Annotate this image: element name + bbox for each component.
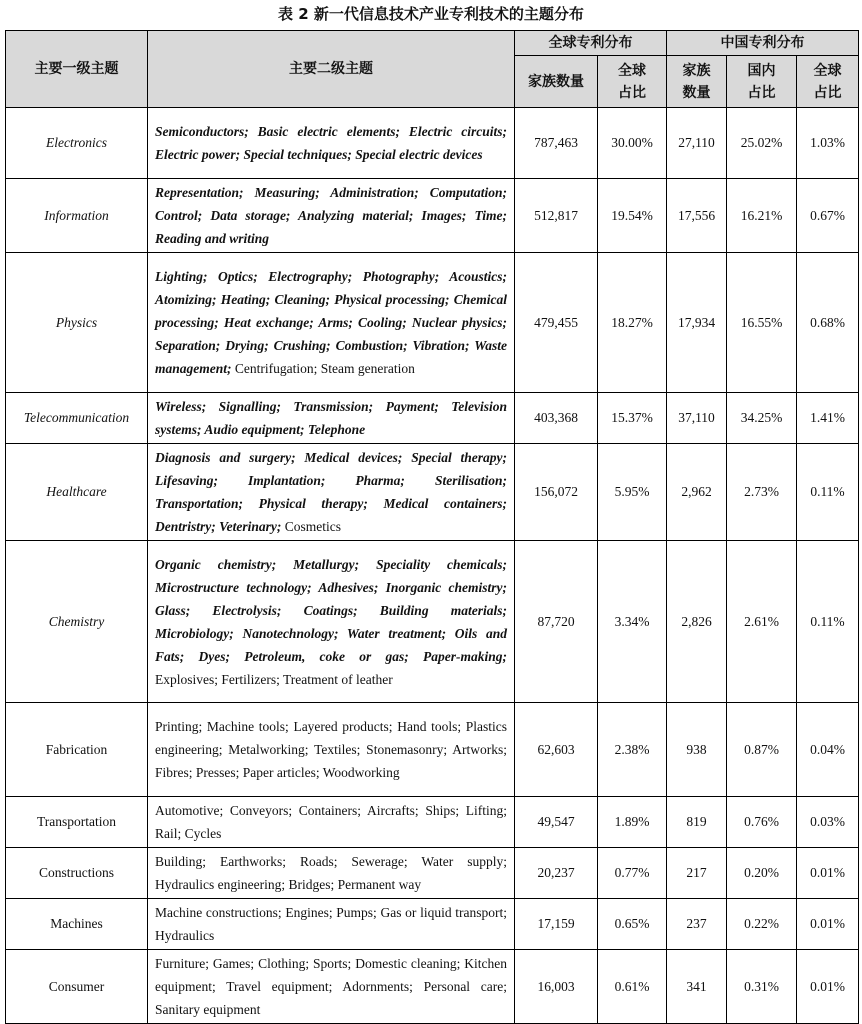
cn-global-share-cell: 0.04% [797,703,859,797]
level2-topics-plain: Machine constructions; Engines; Pumps; Gas or liquid transport; Hydraulics [155,905,507,943]
global-share-cell: 0.65% [598,899,667,950]
level2-topics-plain: Printing; Machine tools; Layered products; Hand tools; Plastics engineering; Metalworking; Textiles; Stonemasonry; Artworks; Fibres; Presses; Paper articles; Woodworking [155,719,507,780]
global-family-cell: 17,159 [515,899,598,950]
cn-global-share-cell: 0.67% [797,179,859,253]
level2-topics-emphasized: Wireless; Signalling; Transmission; Payment; Television systems; Audio equipment; Telephone [155,399,507,437]
table-row [6,541,859,703]
cn-family-cell: 37,110 [667,393,727,444]
cn-global-share-cell: 0.03% [797,797,859,848]
global-share-cell: 1.89% [598,797,667,848]
level2-topics [148,899,515,950]
cn-domestic-share-cell: 16.21% [727,179,797,253]
header-global-group: 全球专利分布 [515,31,667,56]
cn-domestic-share-cell: 16.55% [727,253,797,393]
level2-topics [148,541,515,703]
global-share-cell: 2.38% [598,703,667,797]
table-row [6,444,859,541]
level2-topics [148,950,515,1024]
level1-topic: Electronics [6,108,148,179]
cn-family-cell: 237 [667,899,727,950]
cn-family-cell: 2,826 [667,541,727,703]
cn-domestic-share-cell: 2.61% [727,541,797,703]
cn-domestic-share-cell: 0.31% [727,950,797,1024]
global-family-cell: 512,817 [515,179,598,253]
table-row [6,950,859,1024]
global-share-cell: 15.37% [598,393,667,444]
global-family-cell: 787,463 [515,108,598,179]
global-family-cell: 479,455 [515,253,598,393]
cn-domestic-share-cell: 0.22% [727,899,797,950]
global-family-cell: 403,368 [515,393,598,444]
level1-topic: Telecommunication [6,393,148,444]
level2-topics [148,108,515,179]
level2-topics-plain: Centrifugation; Steam generation [234,361,415,376]
level2-topics-emphasized: Lighting; Optics; Electrography; Photography; Acoustics; Atomizing; Heating; Cleaning; Physical processing; Chemical processing; Heat exchange; Arms; Cooling; Nuclear physics; Separation; Drying; Crushing; Combustion; Vibration; Waste management; [155,269,507,376]
level2-topics [148,393,515,444]
level2-topics-plain: Building; Earthworks; Roads; Sewerage; Water supply; Hydraulics engineering; Bridges; Permanent way [155,854,507,892]
header-level2: 主要二级主题 [148,31,515,108]
level2-topics-emphasized: Semiconductors; Basic electric elements; Electric circuits; Electric power; Special techniques; Special electric devices [155,124,507,162]
level2-topics-plain: Explosives; Fertilizers; Treatment of leather [155,671,393,687]
cn-family-cell: 27,110 [667,108,727,179]
cn-global-share-cell: 0.01% [797,950,859,1024]
cn-global-share-cell: 0.11% [797,541,859,703]
cn-global-share-cell: 0.01% [797,899,859,950]
level2-topics [148,797,515,848]
level2-topics [148,179,515,253]
level2-topics [148,253,515,393]
level1-topic: Consumer [6,950,148,1024]
global-share-cell: 5.95% [598,444,667,541]
global-family-cell: 16,003 [515,950,598,1024]
cn-domestic-share-cell: 0.20% [727,848,797,899]
cn-domestic-share-cell: 2.73% [727,444,797,541]
cn-global-share-cell: 0.11% [797,444,859,541]
global-share-cell: 0.77% [598,848,667,899]
global-share-cell: 0.61% [598,950,667,1024]
cn-domestic-share-cell: 0.76% [727,797,797,848]
cn-family-cell: 819 [667,797,727,848]
level1-topic: Information [6,179,148,253]
cn-global-share-cell: 1.03% [797,108,859,179]
level1-topic: Fabrication [6,703,148,797]
header-china-group: 中国专利分布 [667,31,859,56]
table-row [6,253,859,393]
cn-family-cell: 341 [667,950,727,1024]
cn-family-cell: 17,934 [667,253,727,393]
table-row [6,108,859,179]
level1-topic: Machines [6,899,148,950]
level2-topics-emphasized: Organic chemistry; Metallurgy; Speciality chemicals; Microstructure technology; Adhesives; Inorganic chemistry; Glass; Electrolysis; Coatings; Building materials; Microbiology; Nanotechnology; Water treatment; Oils and Fats; Dyes; Petroleum, coke or gas; Paper-making; [155,556,507,664]
level2-topics [148,848,515,899]
header-cn-family: 家族 数量 [667,56,727,108]
cn-global-share-cell: 0.01% [797,848,859,899]
level2-topics-emphasized: Diagnosis and surgery; Medical devices; Special therapy; Lifesaving; Implantation; Pharma; Sterilisation; Transportation; Physical therapy; Medical containers; Dentristry; Veterinary; [155,450,507,534]
table-row [6,848,859,899]
cn-family-cell: 938 [667,703,727,797]
level2-topics [148,444,515,541]
level2-topics-plain: Cosmetics [284,519,341,534]
global-family-cell: 62,603 [515,703,598,797]
global-share-cell: 30.00% [598,108,667,179]
global-family-cell: 20,237 [515,848,598,899]
cn-domestic-share-cell: 0.87% [727,703,797,797]
table-row [6,393,859,444]
cn-family-cell: 2,962 [667,444,727,541]
table-caption: 表 2 新一代信息技术产业专利技术的主题分布 [278,5,584,23]
header-global-family: 家族数量 [515,56,598,108]
level2-topics-plain: Furniture; Games; Clothing; Sports; Domestic cleaning; Kitchen equipment; Travel equipment; Adornments; Personal care; Sanitary equipment [155,956,507,1017]
header-global-share: 全球 占比 [598,56,667,108]
table-row [6,899,859,950]
cn-domestic-share-cell: 25.02% [727,108,797,179]
table-row [6,179,859,253]
level2-topics-plain: Automotive; Conveyors; Containers; Aircrafts; Ships; Lifting; Rail; Cycles [155,803,507,841]
patent-topic-table [5,30,859,1024]
cn-family-cell: 17,556 [667,179,727,253]
level1-topic: Transportation [6,797,148,848]
cn-global-share-cell: 0.68% [797,253,859,393]
global-family-cell: 49,547 [515,797,598,848]
level1-topic: Chemistry [6,541,148,703]
level2-topics-emphasized: Representation; Measuring; Administration; Computation; Control; Data storage; Analyzing material; Images; Time; Reading and writing [155,185,507,246]
level2-topics [148,703,515,797]
global-share-cell: 3.34% [598,541,667,703]
global-family-cell: 156,072 [515,444,598,541]
global-share-cell: 19.54% [598,179,667,253]
header-cn-domestic-share: 国内 占比 [727,56,797,108]
cn-family-cell: 217 [667,848,727,899]
level1-topic: Healthcare [6,444,148,541]
cn-domestic-share-cell: 34.25% [727,393,797,444]
global-family-cell: 87,720 [515,541,598,703]
table-row [6,703,859,797]
header-level1: 主要一级主题 [6,31,148,108]
table-row [6,797,859,848]
header-cn-global-share: 全球 占比 [797,56,859,108]
level1-topic: Physics [6,253,148,393]
global-share-cell: 18.27% [598,253,667,393]
level1-topic: Constructions [6,848,148,899]
cn-global-share-cell: 1.41% [797,393,859,444]
